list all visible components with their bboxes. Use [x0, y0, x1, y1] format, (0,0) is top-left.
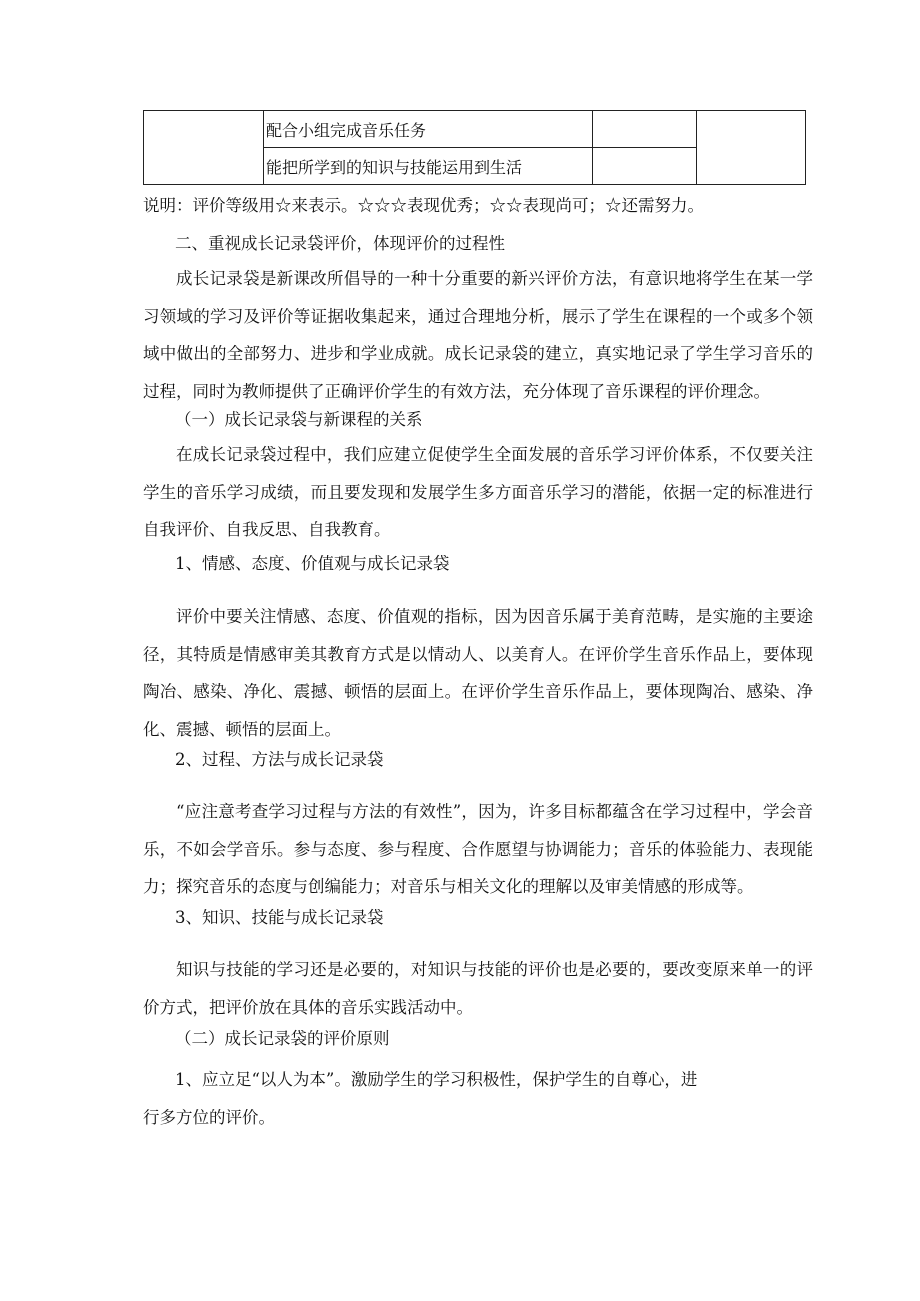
table-row [144, 111, 806, 148]
table-cell-category [144, 111, 264, 185]
table-cell-rating [593, 111, 697, 148]
paragraph-line: 行多方位的评价。 [143, 1108, 275, 1127]
subsection-heading: （一）成长记录袋与新课程的关系 [175, 410, 423, 429]
item-heading: 3、知识、技能与成长记录袋 [175, 908, 384, 927]
evaluation-table [143, 110, 806, 185]
table-cell-rating [593, 148, 697, 185]
rating-note: 说明：评价等级用☆来表示。☆☆☆表现优秀；☆☆表现尚可；☆还需努力。 [143, 196, 704, 215]
table-cell-item: 能把所学到的知识与技能运用到生活 [264, 148, 593, 185]
paragraph: 知识与技能的学习还是必要的，对知识与技能的评价也是必要的，要改变原来单一的评价方式，把评价放在具体的音乐实践活动中。 [143, 960, 813, 1017]
section-heading: 二、重视成长记录袋评价，体现评价的过程性 [175, 234, 505, 253]
paragraph: 评价中要关注情感、态度、价值观的指标，因为因音乐属于美育范畴，是实施的主要途径，其特质是情感审美其教育方式是以情动人、以美育人。在评价学生音乐作品上，要体现陶冶、感染、净化、震撼、顿悟的层面上。在评价学生音乐作品上，要体现陶冶、感染、净化、震撼、顿悟的层面上。 [143, 607, 813, 739]
subsection-heading: （二）成长记录袋的评价原则 [175, 1029, 390, 1048]
item-heading: 1、情感、态度、价值观与成长记录袋 [175, 554, 450, 573]
paragraph-line: 1、应立足“以人为本”。激励学生的学习积极性，保护学生的自尊心，进 [175, 1070, 698, 1089]
paragraph: 在成长记录袋过程中，我们应建立促使学生全面发展的音乐学习评价体系，不仅要关注学生的音乐学习成绩，而且要发现和发展学生多方面音乐学习的潜能，依据一定的标准进行自我评价、自我反思、自我教育。 [143, 445, 813, 539]
paragraph: “应注意考查学习过程与方法的有效性”，因为，许多目标都蕴含在学习过程中，学会音乐，不如会学音乐。参与态度、参与程度、合作愿望与协调能力；音乐的体验能力、表现能力；探究音乐的态度与创编能力；对音乐与相关文化的理解以及审美情感的形成等。 [143, 802, 813, 896]
table-cell-item: 配合小组完成音乐任务 [264, 111, 593, 148]
paragraph: 成长记录袋是新课改所倡导的一种十分重要的新兴评价方法，有意识地将学生在某一学习领域的学习及评价等证据收集起来，通过合理地分析，展示了学生在课程的一个或多个领域中做出的全部努力、进步和学业成就。成长记录袋的建立，真实地记录了学生学习音乐的过程，同时为教师提供了正确评价学生的有效方法，充分体现了音乐课程的评价理念。 [143, 269, 813, 401]
table-cell-total [697, 111, 806, 185]
item-heading: 2、过程、方法与成长记录袋 [175, 750, 384, 769]
